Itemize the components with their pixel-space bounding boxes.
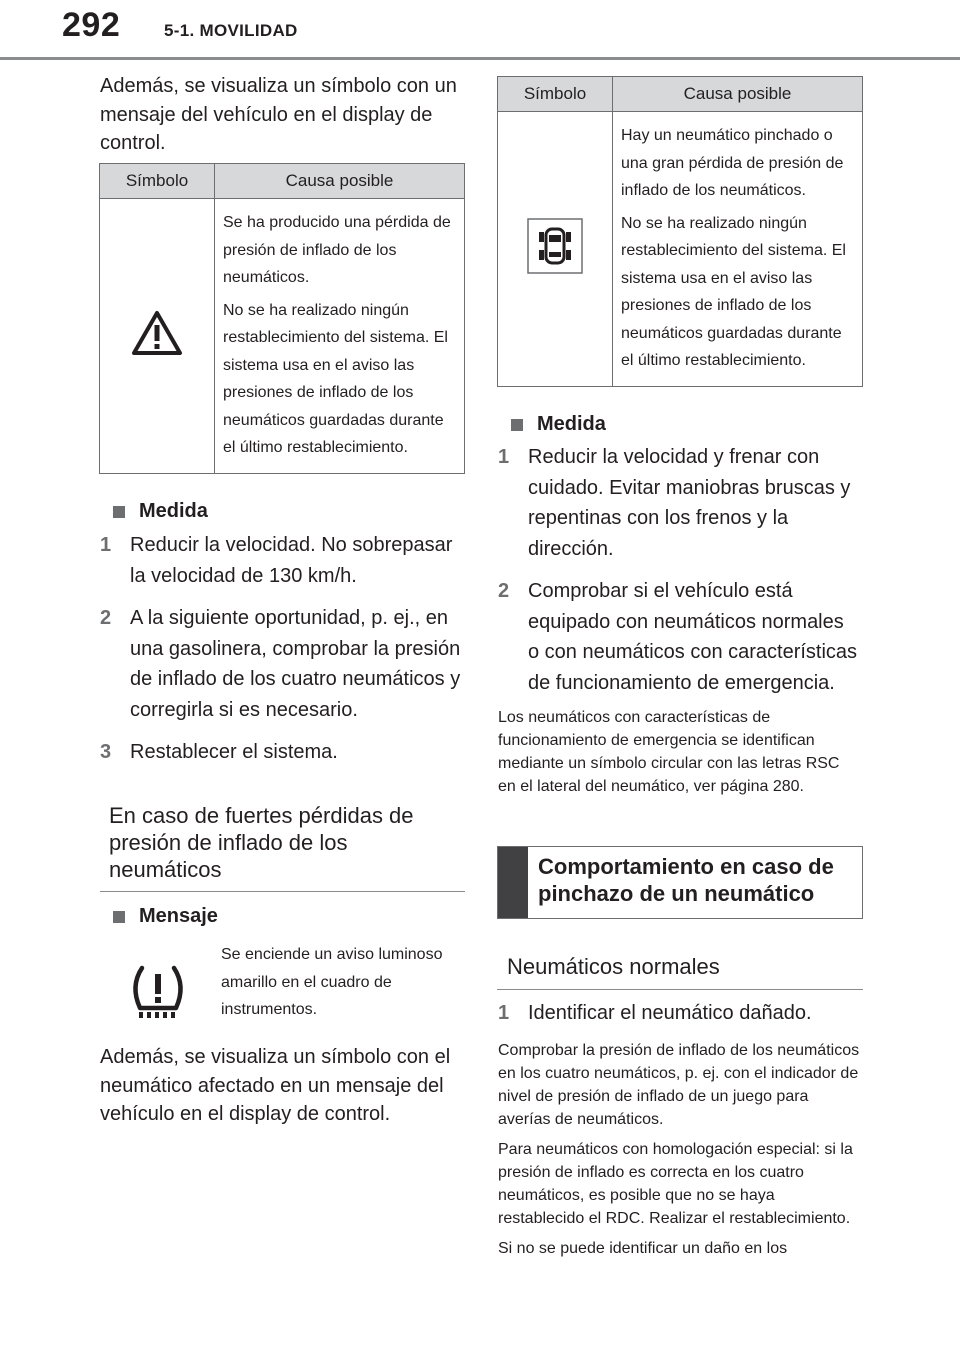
paragraphs-right [498,1039,860,1260]
table-header-symbol: Símbolo [498,77,613,112]
measure-heading-text: Medida [139,500,208,522]
step-item [100,530,470,591]
step-number: 3 [100,741,112,763]
warning-triangle-icon [131,309,183,357]
table-header-cause: Causa posible [613,77,863,112]
step-number: 2 [498,580,510,602]
rsc-note: Los neumáticos con características de funcionamiento de emergencia se identifican mediante un símbolo circular con las letras RSC en el lateral del neumático, ver página 280. [498,709,840,795]
message-text: Se enciende un aviso luminoso amarillo en el cuadro de instrumentos. [221,946,443,1018]
measure-heading [511,413,606,436]
step-item [498,442,858,564]
section-title: 5-1. MOVILIDAD [164,21,298,40]
step-item [100,737,470,768]
bullet-square [113,911,125,923]
cause-cell [215,199,465,474]
bullet-square [113,506,125,518]
cause-text: Hay un neumático pinchado o una gran pérdida de presión de inflado de los neumáticos. [621,127,844,199]
header-divider [0,57,960,60]
symbol-cell [100,199,215,474]
symbol-table-right [497,76,863,387]
step-number: 1 [498,446,510,468]
intro-paragraph: Además, se visualiza un símbolo con un mensaje del vehículo en el display de control. [100,75,457,154]
steps-left [100,530,470,768]
section-heading: En caso de fuertes pérdidas de presión de inflado de los neumáticos [100,800,465,892]
paragraph: Comprobar la presión de inflado de los neumáticos en los cuatro neumáticos, p. ej. con el indicador de nivel de presión de inflado de un juego para averías de neumáticos. [498,1042,860,1128]
step-text: Restablecer el sistema. [130,741,338,763]
steps-right [498,442,858,698]
message-heading [113,905,218,928]
step-number: 1 [100,534,112,556]
step-item [498,576,858,698]
page-number: 292 [62,6,121,44]
cause-cell [613,112,863,387]
step-text: Reducir la velocidad. No sobrepasar la velocidad de 130 km/h. [130,534,453,587]
table-header-cause: Causa posible [215,164,465,199]
step-text: Identificar el neumático dañado. [528,1002,812,1024]
puncture-heading-box [497,846,863,919]
cause-text: Se ha producido una pérdida de presión de inflado de los neumáticos. [223,214,451,286]
symbol-cell [498,112,613,387]
step-text: A la siguiente oportunidad, p. ej., en una gasolinera, comprobar la presión de inflado de los cuatro neumáticos y corregirla si es necesario. [130,607,461,721]
cause-text: No se ha realizado ningún restablecimiento del sistema. El sistema usa en el aviso las presiones de inflado de los neumáticos guardadas durante el último restablecimiento. [621,214,846,369]
message-heading-text: Mensaje [139,905,218,927]
paragraph: Para neumáticos con homologación especial: si la presión de inflado es correcta en los cuatro neumáticos, es posible que no se haya restablecido el RDC. Realizar el restablecimiento. [498,1141,853,1227]
measure-heading-text: Medida [537,413,606,435]
heading-accent-bar [498,847,528,918]
step-text: Comprobar si el vehículo está equipado con neumáticos normales o con neumáticos con características de funcionamiento de emergencia. [528,580,858,694]
cause-text: No se ha realizado ningún restablecimiento del sistema. El sistema usa en el aviso las presiones de inflado de los neumáticos guardadas durante el último restablecimiento. [223,301,448,456]
step-item [100,603,470,725]
step-text: Reducir la velocidad y frenar con cuidado. Evitar maniobras bruscas y repentinas con los frenos y la dirección. [528,446,851,560]
bullet-square [511,419,523,431]
symbol-table-left [99,163,465,474]
tire-pressure-warning-icon [126,960,190,1029]
car-tires-top-view-icon [527,218,583,274]
identify-step [498,998,860,1029]
normal-tires-heading: Neumáticos normales [497,950,863,990]
step-number: 2 [100,607,112,629]
step-number: 1 [498,1002,510,1024]
outro-paragraph: Además, se visualiza un símbolo con el neumático afectado en un mensaje del vehículo en el display de control. [100,1046,451,1125]
table-header-symbol: Símbolo [100,164,215,199]
paragraph: Si no se puede identificar un daño en los [498,1240,788,1257]
puncture-heading: Comportamiento en caso de pinchazo de un neumático [538,854,834,906]
measure-heading [113,500,208,523]
